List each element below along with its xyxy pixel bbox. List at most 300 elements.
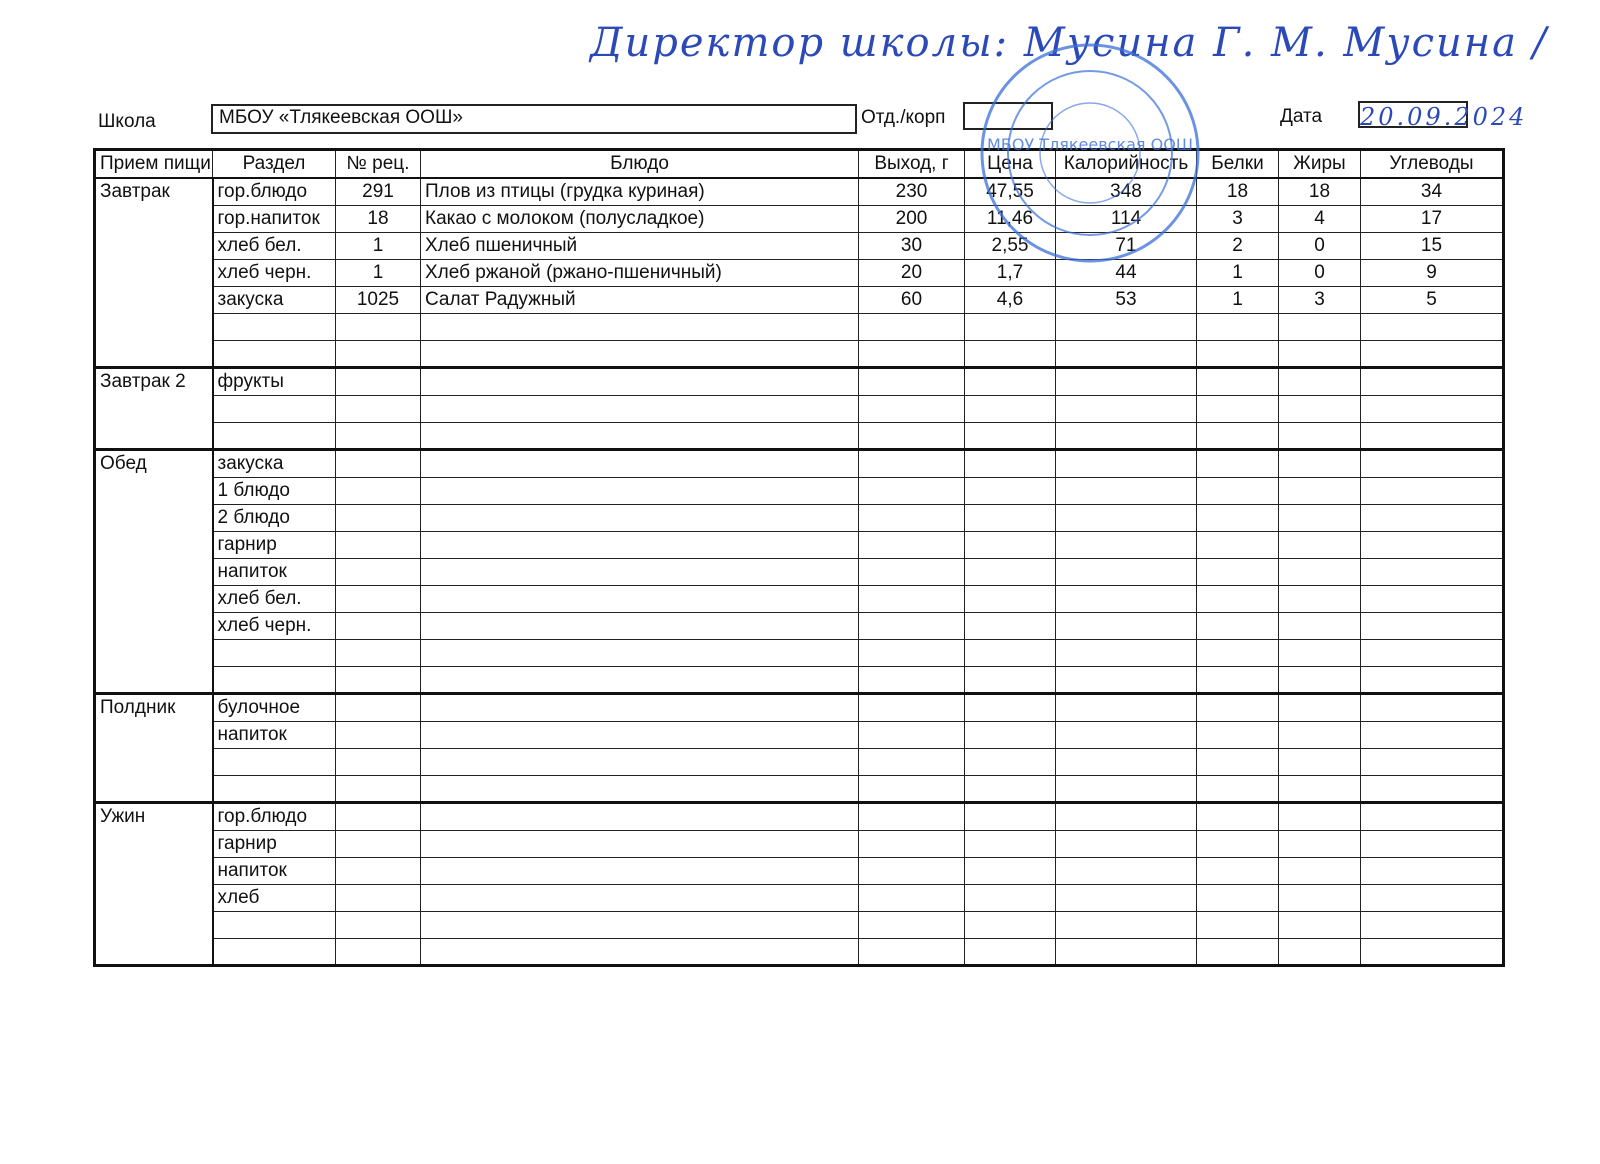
table-cell	[1279, 368, 1361, 396]
table-cell	[859, 803, 965, 831]
table-cell	[336, 694, 421, 722]
table-cell	[1197, 776, 1279, 803]
table-cell: 15	[1361, 233, 1504, 260]
table-cell	[421, 586, 859, 613]
table-cell	[1197, 831, 1279, 858]
table-row	[95, 423, 1504, 450]
table-cell	[859, 341, 965, 368]
table-cell	[336, 640, 421, 667]
table-cell	[1361, 450, 1504, 478]
meal-name-cell: Завтрак	[95, 178, 213, 368]
column-header: Калорийность	[1056, 150, 1197, 179]
table-cell	[336, 532, 421, 559]
table-cell	[1056, 803, 1197, 831]
table-cell	[965, 368, 1056, 396]
table-cell	[859, 396, 965, 423]
menu-table	[93, 148, 1505, 967]
table-cell	[336, 776, 421, 803]
table-cell: хлеб	[213, 885, 336, 912]
table-cell	[1279, 559, 1361, 586]
table-cell	[965, 314, 1056, 341]
table-cell	[213, 314, 336, 341]
table-cell	[965, 912, 1056, 939]
table-cell	[336, 667, 421, 694]
table-cell: 53	[1056, 287, 1197, 314]
table-cell	[421, 831, 859, 858]
table-cell	[1056, 532, 1197, 559]
table-cell	[1197, 586, 1279, 613]
meal-group	[95, 450, 1504, 694]
column-header: Прием пищи	[95, 150, 213, 179]
table-cell	[213, 396, 336, 423]
table-cell: 114	[1056, 206, 1197, 233]
dept-value	[965, 104, 1051, 108]
table-row	[95, 858, 1504, 885]
table-cell	[336, 885, 421, 912]
table-row	[95, 287, 1504, 314]
table-cell	[1279, 423, 1361, 450]
table-cell	[1361, 939, 1504, 966]
table-cell: хлеб черн.	[213, 260, 336, 287]
table-cell: 200	[859, 206, 965, 233]
table-cell: 4	[1279, 206, 1361, 233]
table-cell	[965, 939, 1056, 966]
table-cell	[965, 559, 1056, 586]
table-cell: Какао с молоком (полусладкое)	[421, 206, 859, 233]
director-signature	[590, 20, 1549, 110]
table-cell	[421, 749, 859, 776]
table-cell	[1197, 858, 1279, 885]
table-cell	[1056, 341, 1197, 368]
table-cell	[1279, 450, 1361, 478]
table-row	[95, 559, 1504, 586]
table-cell	[859, 532, 965, 559]
table-row	[95, 640, 1504, 667]
table-cell	[1279, 858, 1361, 885]
table-cell: Плов из птицы (грудка куриная)	[421, 178, 859, 206]
table-cell	[336, 939, 421, 966]
column-header: Жиры	[1279, 150, 1361, 179]
table-cell	[1197, 912, 1279, 939]
table-cell	[859, 559, 965, 586]
date-label: Дата	[1280, 106, 1323, 127]
meal-name-cell: Обед	[95, 450, 213, 694]
table-cell	[859, 694, 965, 722]
column-header: Белки	[1197, 150, 1279, 179]
table-cell	[965, 505, 1056, 532]
table-cell	[421, 368, 859, 396]
table-cell	[421, 314, 859, 341]
table-cell	[421, 423, 859, 450]
table-cell	[336, 396, 421, 423]
table-cell	[1056, 831, 1197, 858]
table-cell	[859, 640, 965, 667]
table-cell: 71	[1056, 233, 1197, 260]
table-cell	[1056, 640, 1197, 667]
table-cell: закуска	[213, 287, 336, 314]
table-row	[95, 803, 1504, 831]
table-cell	[1361, 341, 1504, 368]
table-cell	[421, 694, 859, 722]
table-cell	[859, 885, 965, 912]
table-cell: 1 блюдо	[213, 478, 336, 505]
table-cell	[336, 478, 421, 505]
table-cell: 3	[1197, 206, 1279, 233]
table-row	[95, 478, 1504, 505]
table-cell	[1361, 396, 1504, 423]
table-row	[95, 939, 1504, 966]
table-cell	[965, 667, 1056, 694]
table-row	[95, 613, 1504, 640]
table-cell	[421, 939, 859, 966]
table-cell	[1197, 613, 1279, 640]
table-cell	[1197, 803, 1279, 831]
table-cell	[1279, 341, 1361, 368]
table-cell: хлеб бел.	[213, 586, 336, 613]
table-cell	[1279, 912, 1361, 939]
table-cell	[1056, 559, 1197, 586]
table-cell	[1361, 423, 1504, 450]
table-cell	[421, 505, 859, 532]
table-cell	[213, 776, 336, 803]
table-cell: 30	[859, 233, 965, 260]
table-cell	[1279, 478, 1361, 505]
table-row	[95, 396, 1504, 423]
table-cell	[421, 667, 859, 694]
column-header: Углеводы	[1361, 150, 1504, 179]
school-field	[211, 104, 857, 134]
table-cell	[421, 613, 859, 640]
table-cell: 291	[336, 178, 421, 206]
table-cell: 3	[1279, 287, 1361, 314]
table-cell	[1056, 722, 1197, 749]
table-cell: 20	[859, 260, 965, 287]
table-cell	[421, 858, 859, 885]
table-cell	[213, 640, 336, 667]
table-cell	[421, 341, 859, 368]
table-cell	[1361, 559, 1504, 586]
table-cell	[1197, 667, 1279, 694]
table-row	[95, 722, 1504, 749]
table-cell	[213, 912, 336, 939]
table-cell	[859, 478, 965, 505]
table-cell: гарнир	[213, 831, 336, 858]
table-cell	[1056, 586, 1197, 613]
school-label: Школа	[98, 111, 156, 132]
table-cell	[213, 667, 336, 694]
table-cell	[1056, 939, 1197, 966]
table-cell: 34	[1361, 178, 1504, 206]
table-cell: гор.напиток	[213, 206, 336, 233]
table-cell	[1361, 858, 1504, 885]
table-cell	[965, 858, 1056, 885]
table-cell	[965, 423, 1056, 450]
table-cell	[1361, 613, 1504, 640]
stamp-text: МБОУ Тлякеевская ООШ	[987, 135, 1193, 154]
meal-group	[95, 803, 1504, 966]
table-cell: 1	[336, 260, 421, 287]
column-header: Выход, г	[859, 150, 965, 179]
table-cell	[1361, 885, 1504, 912]
table-cell	[1197, 640, 1279, 667]
table-row	[95, 341, 1504, 368]
table-cell	[421, 912, 859, 939]
meal-name-cell: Полдник	[95, 694, 213, 803]
table-cell	[213, 423, 336, 450]
table-cell	[1056, 423, 1197, 450]
table-cell	[1361, 368, 1504, 396]
table-cell	[1279, 885, 1361, 912]
table-cell: 4,6	[965, 287, 1056, 314]
table-cell	[336, 749, 421, 776]
table-cell	[1197, 450, 1279, 478]
table-cell: 1,7	[965, 260, 1056, 287]
table-row	[95, 749, 1504, 776]
table-cell	[965, 341, 1056, 368]
table-row	[95, 831, 1504, 858]
date-field	[1358, 101, 1528, 131]
table-cell	[1056, 450, 1197, 478]
dept-field	[963, 102, 1053, 130]
table-cell	[1361, 532, 1504, 559]
table-cell: гарнир	[213, 532, 336, 559]
table-row	[95, 912, 1504, 939]
meal-name-cell: Завтрак 2	[95, 368, 213, 450]
table-cell	[1279, 505, 1361, 532]
table-cell	[1056, 613, 1197, 640]
table-cell	[1279, 939, 1361, 966]
table-cell: гор.блюдо	[213, 178, 336, 206]
table-cell	[859, 368, 965, 396]
table-cell	[1361, 478, 1504, 505]
table-cell	[1056, 667, 1197, 694]
table-cell: 348	[1056, 178, 1197, 206]
table-cell	[421, 885, 859, 912]
table-cell	[1361, 667, 1504, 694]
table-cell	[336, 803, 421, 831]
table-cell	[1197, 423, 1279, 450]
table-cell	[1361, 831, 1504, 858]
table-cell: гор.блюдо	[213, 803, 336, 831]
table-cell	[1056, 314, 1197, 341]
table-cell	[1197, 505, 1279, 532]
table-cell: Хлеб ржаной (ржано-пшеничный)	[421, 260, 859, 287]
signature-text: Директор школы: Мусина Г. М. Мусина /	[590, 20, 1549, 66]
table-cell	[421, 396, 859, 423]
table-cell	[965, 396, 1056, 423]
table-cell	[1279, 776, 1361, 803]
table-cell	[1279, 803, 1361, 831]
table-cell	[859, 667, 965, 694]
table-cell	[859, 450, 965, 478]
table-cell	[336, 858, 421, 885]
column-header: Блюдо	[421, 150, 859, 179]
table-cell	[859, 749, 965, 776]
table-cell: 18	[1279, 178, 1361, 206]
table-row	[95, 260, 1504, 287]
table-cell: напиток	[213, 722, 336, 749]
table-cell	[1056, 505, 1197, 532]
table-cell	[1361, 803, 1504, 831]
table-cell	[1361, 640, 1504, 667]
dept-label: Отд./корп	[861, 107, 946, 128]
table-cell	[1197, 559, 1279, 586]
table-cell	[336, 586, 421, 613]
table-header-row	[95, 150, 1504, 179]
table-cell	[421, 450, 859, 478]
table-cell	[421, 478, 859, 505]
table-cell	[1279, 749, 1361, 776]
table-cell	[1279, 694, 1361, 722]
table-cell	[1361, 505, 1504, 532]
table-cell	[336, 450, 421, 478]
table-row	[95, 314, 1504, 341]
table-row	[95, 233, 1504, 260]
table-cell: 60	[859, 287, 965, 314]
table-cell	[1197, 939, 1279, 966]
table-cell	[1056, 885, 1197, 912]
table-row	[95, 532, 1504, 559]
table-cell	[1197, 749, 1279, 776]
table-cell	[336, 341, 421, 368]
date-value: 20.09.2024	[1360, 103, 1528, 131]
table-cell	[965, 831, 1056, 858]
table-cell	[965, 532, 1056, 559]
table-cell	[213, 341, 336, 368]
table-cell	[336, 912, 421, 939]
table-cell	[1056, 368, 1197, 396]
table-row	[95, 368, 1504, 396]
table-cell	[336, 559, 421, 586]
table-cell	[336, 505, 421, 532]
table-cell	[859, 858, 965, 885]
table-cell	[1361, 749, 1504, 776]
table-row	[95, 505, 1504, 532]
table-cell	[965, 722, 1056, 749]
table-cell: фрукты	[213, 368, 336, 396]
table-cell	[336, 613, 421, 640]
table-cell	[1197, 885, 1279, 912]
table-cell	[859, 831, 965, 858]
table-cell	[1279, 613, 1361, 640]
table-cell: напиток	[213, 559, 336, 586]
column-header: Цена	[965, 150, 1056, 179]
table-cell	[859, 912, 965, 939]
table-cell	[421, 532, 859, 559]
table-cell	[1056, 749, 1197, 776]
table-row	[95, 206, 1504, 233]
table-cell: 17	[1361, 206, 1504, 233]
table-cell	[965, 586, 1056, 613]
table-row	[95, 178, 1504, 206]
table-cell: 18	[336, 206, 421, 233]
table-cell	[421, 803, 859, 831]
table-cell	[1056, 912, 1197, 939]
table-row	[95, 694, 1504, 722]
table-cell	[1279, 532, 1361, 559]
table-cell	[965, 640, 1056, 667]
table-cell	[1056, 776, 1197, 803]
table-cell: 0	[1279, 260, 1361, 287]
table-cell	[965, 450, 1056, 478]
table-cell	[965, 776, 1056, 803]
table-cell	[421, 640, 859, 667]
table-cell	[859, 314, 965, 341]
table-cell	[1056, 694, 1197, 722]
column-header: № рец.	[336, 150, 421, 179]
table-cell	[859, 423, 965, 450]
table-cell: 18	[1197, 178, 1279, 206]
table-cell	[965, 694, 1056, 722]
table-cell	[1361, 912, 1504, 939]
table-cell	[1056, 396, 1197, 423]
table-cell	[1056, 858, 1197, 885]
table-cell	[965, 749, 1056, 776]
table-row	[95, 667, 1504, 694]
table-cell	[213, 749, 336, 776]
table-row	[95, 586, 1504, 613]
table-cell: 2	[1197, 233, 1279, 260]
table-cell: 9	[1361, 260, 1504, 287]
table-cell	[421, 559, 859, 586]
table-cell	[336, 831, 421, 858]
table-cell	[421, 776, 859, 803]
table-cell	[1197, 694, 1279, 722]
table-cell	[859, 939, 965, 966]
table-cell	[336, 722, 421, 749]
table-cell	[1197, 722, 1279, 749]
school-value: МБОУ «Тлякеевская ООШ»	[219, 107, 463, 128]
table-cell: 5	[1361, 287, 1504, 314]
table-row	[95, 776, 1504, 803]
table-cell	[965, 478, 1056, 505]
meal-group	[95, 694, 1504, 803]
table-cell	[1197, 532, 1279, 559]
table-cell: 2 блюдо	[213, 505, 336, 532]
table-cell	[1361, 314, 1504, 341]
table-cell: 1	[336, 233, 421, 260]
table-cell: хлеб черн.	[213, 613, 336, 640]
table-cell	[965, 613, 1056, 640]
table-cell	[336, 314, 421, 341]
table-cell	[859, 722, 965, 749]
meal-group	[95, 178, 1504, 368]
table-cell	[965, 885, 1056, 912]
table-cell: Хлеб пшеничный	[421, 233, 859, 260]
table-cell	[1197, 478, 1279, 505]
table-cell	[1279, 831, 1361, 858]
table-cell	[965, 803, 1056, 831]
table-cell: 1	[1197, 287, 1279, 314]
table-cell: 0	[1279, 233, 1361, 260]
table-cell: напиток	[213, 858, 336, 885]
table-cell	[421, 722, 859, 749]
table-cell	[1197, 314, 1279, 341]
table-cell	[1279, 314, 1361, 341]
meal-group	[95, 368, 1504, 450]
table-cell: 1025	[336, 287, 421, 314]
table-cell	[1279, 722, 1361, 749]
table-cell	[859, 586, 965, 613]
table-cell: 1	[1197, 260, 1279, 287]
table-cell: 2,55	[965, 233, 1056, 260]
table-cell	[1361, 586, 1504, 613]
table-row	[95, 885, 1504, 912]
table-cell	[859, 613, 965, 640]
table-cell	[1279, 396, 1361, 423]
table-cell	[213, 939, 336, 966]
table-cell	[1197, 341, 1279, 368]
